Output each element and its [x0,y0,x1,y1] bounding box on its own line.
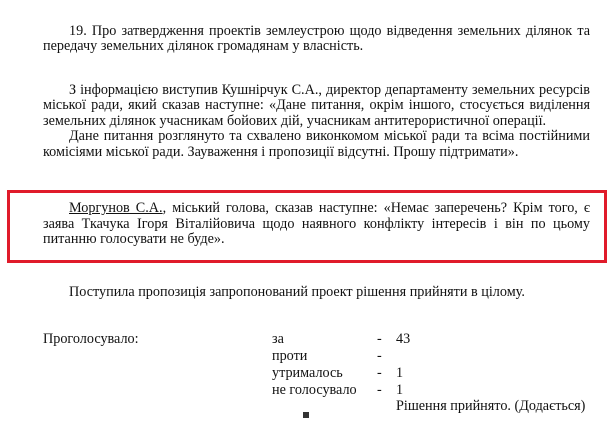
mayor-name: Моргунов С.А. [69,200,163,216]
info-line-1: З інформацією виступив Кушнірчук С.А., директор департаменту земельних ресурсів [69,82,590,98]
proposal-line: Поступила пропозиція запропонований проект рішення прийняти в цілому. [69,284,525,300]
vote-dash-for: - [377,331,382,347]
info-line-3: земельних ділянок учасникам бойових дій, учасникам антитерористичної операції. [43,113,547,129]
vote-label-against: проти [272,348,308,364]
info-line-4: Дане питання розглянуто та схвалено виконкомом міської ради та всіма постійними [69,128,590,144]
info-line-2: міської ради, який сказав наступне: «Дане питання, окрім іншого, стосується виділення [43,97,590,113]
decision-result: Рішення прийнято. (Додається) [396,398,586,414]
item-19-line-2: передачу земельних ділянок громадянам у власність. [43,38,364,54]
vote-dash-abstained: - [377,365,382,381]
vote-dash-not-voted: - [377,382,382,398]
mayor-line-2: заява Ткачука Ігоря Віталійовича щодо наявного конфлікту інтересів і він по цьому [43,216,590,232]
mayor-line-3: питанню голосувати не буде». [43,231,225,247]
vote-dash-against: - [377,348,382,364]
vote-value-for: 43 [396,331,411,347]
page-mark [303,412,309,418]
item-19-line-1: 19. Про затвердження проектів землеустрою щодо відведення земельних ділянок та [69,23,590,39]
mayor-line-1-rest: , міський голова, сказав наступне: «Немає заперечень? Крім того, є [162,200,590,216]
vote-label-not-voted: не голосувало [272,382,357,398]
vote-value-abstained: 1 [396,365,404,381]
info-line-5: комісіями міської ради. Зауваження і пропозиції відсутні. Прошу підтримати». [43,144,519,160]
voting-title: Проголосувало: [43,331,139,347]
vote-label-abstained: утрималось [272,365,343,381]
vote-value-not-voted: 1 [396,382,404,398]
vote-label-for: за [272,331,284,347]
mayor-line-1 [69,200,590,216]
